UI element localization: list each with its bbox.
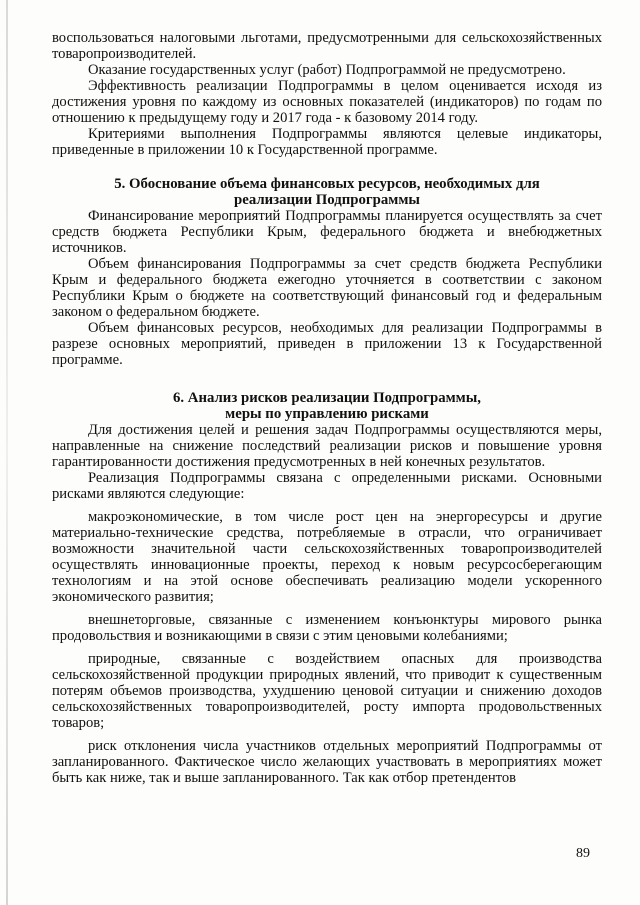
section-5-paragraph: Объем финансирования Подпрограммы за счет средств бюджета Республики Крым и федерального бюджета ежегодно уточняется в соответствии с законом Республики Крым о бюджете на соответствующий финансовый год и федеральным законом о федеральном бюджете. [52,256,602,320]
paragraph-services: Оказание государственных услуг (работ) Подпрограммой не предусмотрено. [88,62,566,78]
risk-item-macroeconomic: макроэкономические, в том числе рост цен на энергоресурсы и другие материально-технические средства, потребляемые в отрасли, что ограничивает возможности значительной части сельскохозяйственных товаропроизводителей осуществлять инновационные проекты, переход к новым ресурсосберегающим технологиям и на этой основе обеспечивать реализацию модели ускоренного экономического развития; [52,509,602,605]
page-number: 89 [576,846,590,861]
section-5-title-line-2: реализации Подпрограммы [234,192,420,208]
paragraph-criteria: Критериями выполнения Подпрограммы являются целевые индикаторы, приведенные в приложении 10 к Государственной программе. [52,126,602,158]
section-5-heading [52,176,602,208]
risk-item-foreign-trade: внешнеторговые, связанные с изменением конъюнктуры мирового рынка продовольствия и возникающими в связи с этим ценовыми колебаниями; [52,612,602,644]
section-5-paragraph: Финансирование мероприятий Подпрограммы планируется осуществлять за счет средств бюджета Республики Крым, федерального бюджета и внебюджетных источников. [52,208,602,256]
section-6-title-line-1: 6. Анализ рисков реализации Подпрограммы, [172,390,482,406]
risk-item-natural: природные, связанные с воздействием опасных для производства сельскохозяйственной продукции природных явлений, что приводит к существенным потерям объемов производства, ухудшению ценовой ситуации и снижению доходов сельскохозяйственных товаропроизводителей, росту импорта продовольственных товаров; [52,651,602,731]
paragraph-efficiency: Эффективность реализации Подпрограммы в целом оценивается исходя из достижения уровня по каждому из основных показателей (индикаторов) по годам по отношению к предыдущему году и 2017 года - к базовому 2014 году. [52,78,602,126]
section-5-title-line-1: 5. Обоснование объема финансовых ресурсов, необходимых для [114,176,540,192]
paragraph-continuation: воспользоваться налоговыми льготами, предусмотренными для сельскохозяйственных товаропроизводителей. [52,30,602,62]
section-6-heading [52,390,602,422]
document-page [52,30,602,786]
risk-item-participants: риск отклонения числа участников отдельных мероприятий Подпрограммы от запланированного. Фактическое число желающих участвовать в мероприятиях может быть как ниже, так и выше запланированного. Так как отбор претендентов [52,738,602,786]
section-5-paragraph: Объем финансовых ресурсов, необходимых для реализации Подпрограммы в разрезе основных мероприятий, приведен в приложении 13 к Государственной программе. [52,320,602,368]
section-6-paragraph: Для достижения целей и решения задач Подпрограммы осуществляются меры, направленные на снижение последствий реализации рисков и повышение уровня гарантированности достижения предусмотренных в ней конечных результатов. [52,422,602,470]
scan-edge-decoration [6,0,8,905]
section-6-paragraph: Реализация Подпрограммы связана с определенными рисками. Основными рисками являются следующие: [52,470,602,502]
section-6-title-line-2: меры по управлению рисками [225,406,429,422]
